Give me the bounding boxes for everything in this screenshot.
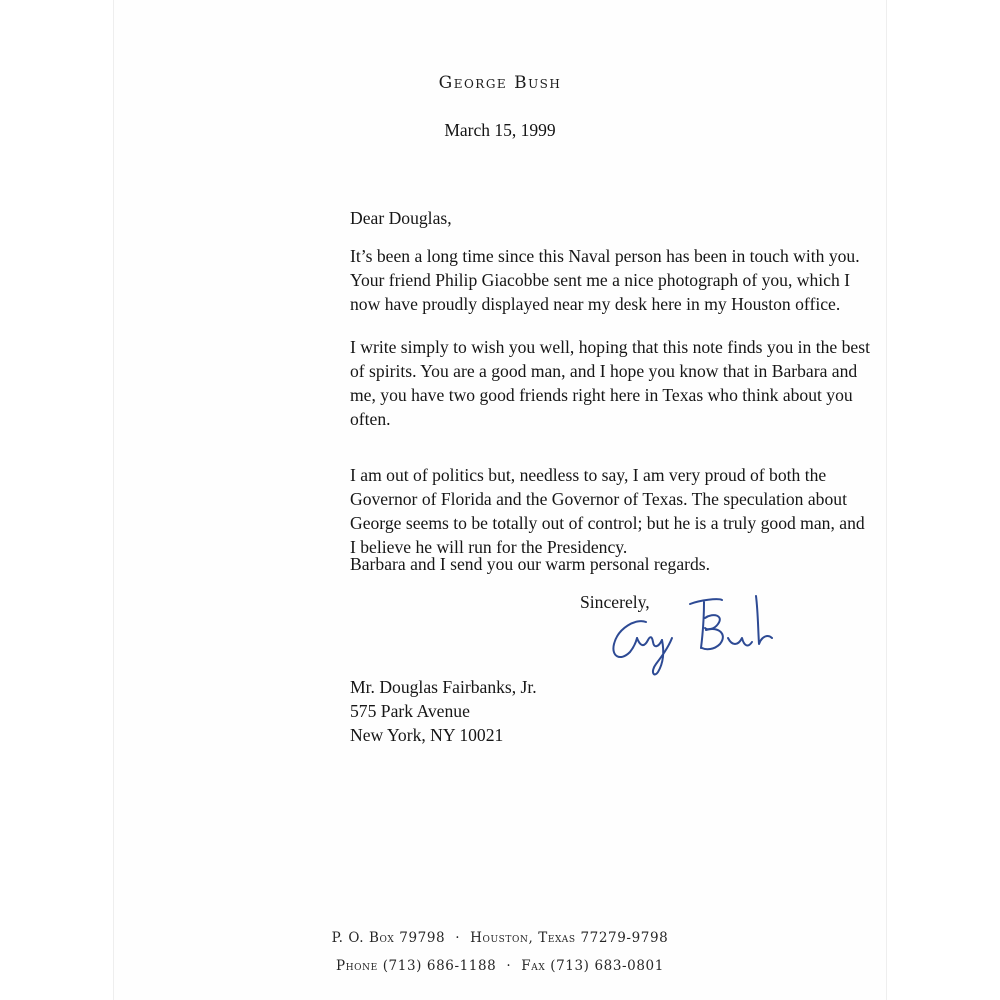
paragraph-line: I believe he will run for the Presidency. (350, 537, 628, 557)
salutation: Dear Douglas, (350, 208, 452, 228)
paragraph-line: I write simply to wish you well, hoping that this note finds you in the best (350, 337, 870, 357)
recipient-address (350, 675, 537, 747)
address-line: 575 Park Avenue (350, 701, 470, 721)
footer-city: Houston, Texas 77279-9798 (470, 930, 669, 946)
footer-po-box: P. O. Box 79798 (331, 930, 446, 946)
paragraph-line: I am out of politics but, needless to say, I am very proud of both the (350, 465, 827, 485)
paragraph-2 (350, 335, 870, 431)
address-line: Mr. Douglas Fairbanks, Jr. (350, 677, 537, 697)
signature (606, 592, 778, 676)
paragraph-line: Your friend Philip Giacobbe sent me a nice photograph of you, which I (350, 270, 851, 290)
address-line: New York, NY 10021 (350, 725, 504, 745)
footer-separator: · (455, 930, 461, 946)
closing: Sincerely, (580, 592, 650, 612)
footer-address (114, 930, 886, 946)
footer-fax: Fax (713) 683-0801 (521, 958, 664, 974)
paragraph-line: me, you have two good friends right here in Texas who think about you (350, 385, 853, 405)
footer-phone: Phone (713) 686-1188 (336, 958, 497, 974)
paragraph-line: often. (350, 409, 391, 429)
footer-contact (114, 958, 886, 974)
paragraph-line: Governor of Florida and the Governor of Texas. The speculation about (350, 489, 847, 509)
paragraph-3 (350, 463, 865, 559)
paragraph-line: George seems to be totally out of control; but he is a truly good man, and (350, 513, 865, 533)
paragraph-1 (350, 244, 860, 316)
paragraph-4 (350, 552, 710, 576)
letter-date: March 15, 1999 (444, 120, 556, 140)
paragraph-line: Barbara and I send you our warm personal regards. (350, 554, 711, 574)
letter-sheet (114, 0, 886, 1000)
paragraph-line: of spirits. You are a good man, and I hope you know that in Barbara and (350, 361, 858, 381)
paragraph-line: now have proudly displayed near my desk here in my Houston office. (350, 294, 841, 314)
footer-separator: · (506, 958, 512, 974)
signature-ink (613, 596, 772, 674)
letterhead-name: George Bush (438, 73, 562, 93)
paragraph-line: It’s been a long time since this Naval person has been in touch with you. (350, 246, 860, 266)
